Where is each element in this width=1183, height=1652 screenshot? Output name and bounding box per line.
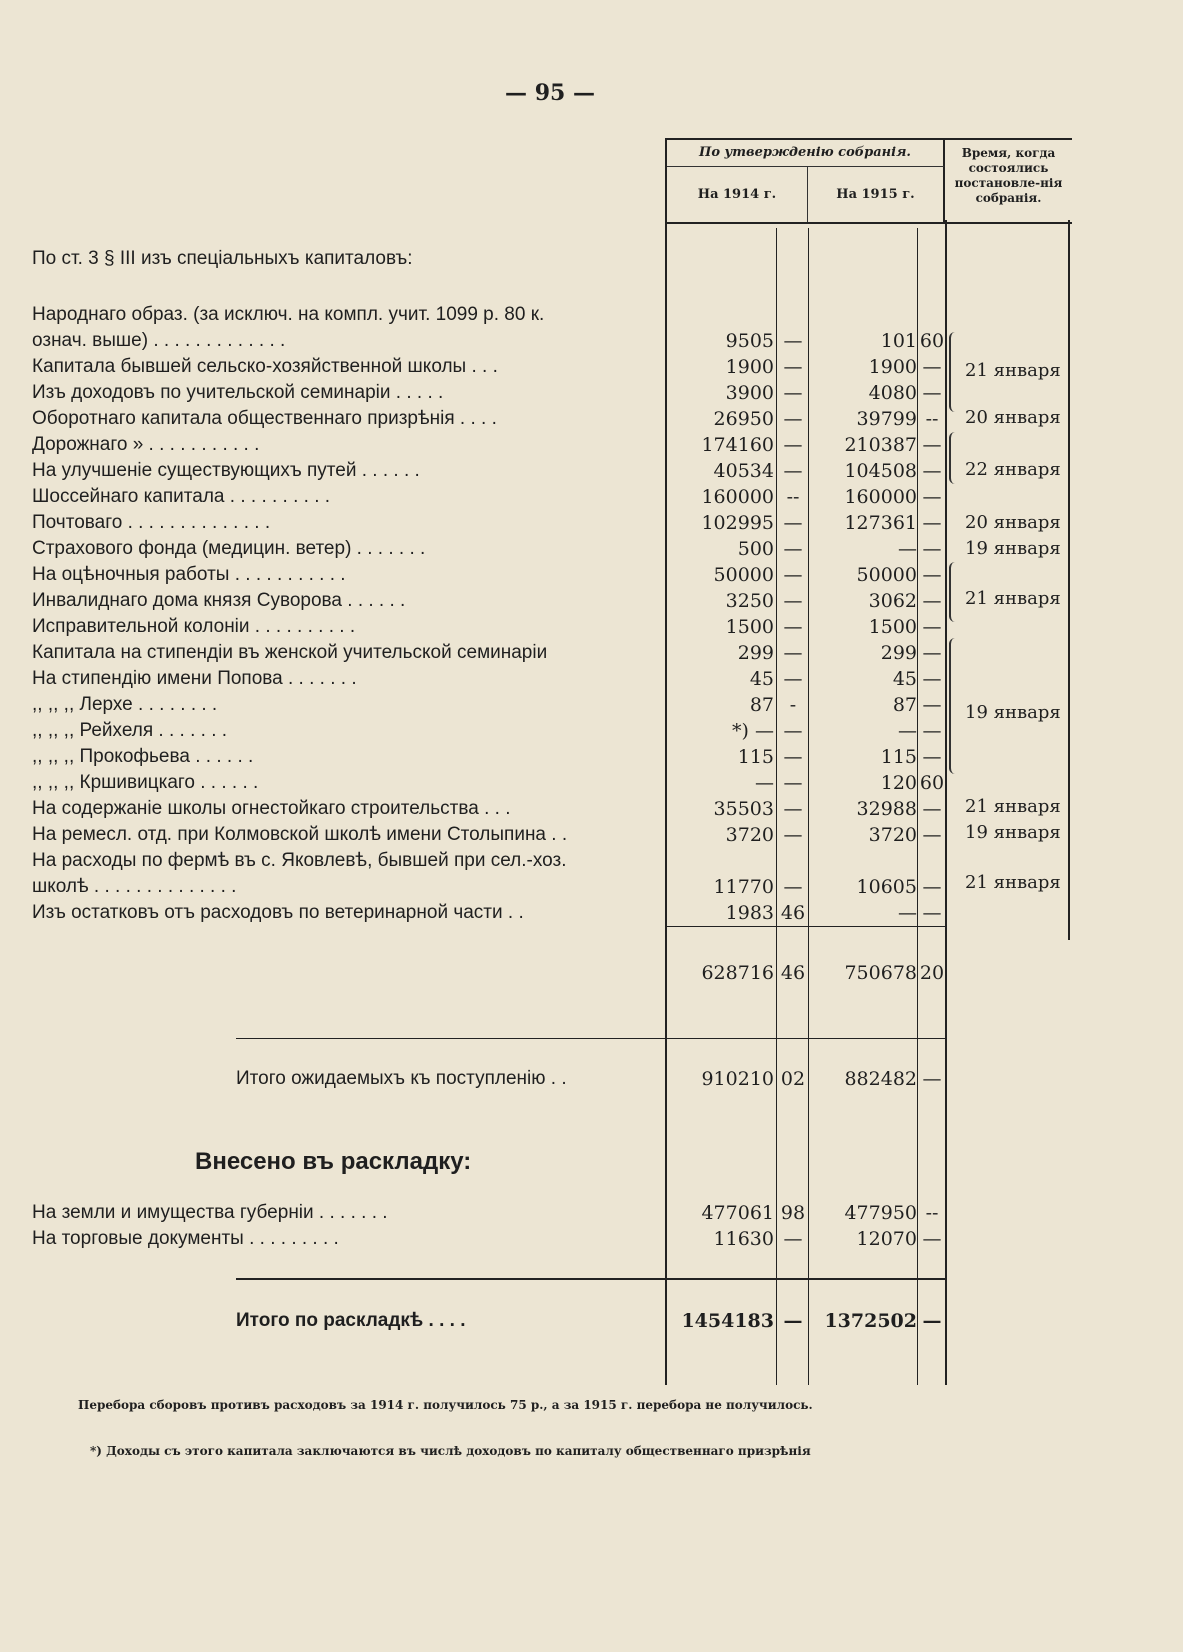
row-1914: — (755, 772, 774, 794)
raskladka-rule (236, 1278, 947, 1280)
row-label: ,, ,, ,, Прокофьева . . . . . . (32, 746, 254, 767)
row-1914-kop: 46 (780, 902, 806, 924)
row-1915-kop: — (922, 616, 942, 638)
row-label: школѣ . . . . . . . . . . . . . . (32, 876, 237, 897)
row-1915: 120 (880, 772, 917, 794)
raskladka-1914-kop: — (783, 1228, 803, 1250)
row-1915-kop: — (922, 668, 942, 690)
row-1915: 1500 (868, 616, 917, 638)
raskladka-total-label: Итого по раскладкѣ . . . . (236, 1310, 466, 1331)
row-1915-kop: — (922, 746, 942, 768)
vneseno-title: Внесено въ раскладку: (195, 1148, 472, 1175)
raskladka-label: На торговые документы . . . . . . . . . (32, 1228, 339, 1249)
row-1915: 10605 (856, 876, 917, 898)
table-row (0, 900, 1183, 926)
row-1915-kop: — (922, 876, 942, 898)
raskladka-total-1914-kop: — (783, 1310, 803, 1332)
row-1915: 104508 (844, 460, 917, 482)
section-title: По ст. 3 § III изъ спеціальныхъ капиталовъ: (32, 248, 413, 269)
row-1915: 1900 (868, 356, 917, 378)
row-1914-kop: — (783, 642, 803, 664)
expected-total-1914-kop: 02 (780, 1068, 806, 1090)
row-1915-kop: 60 (919, 772, 945, 794)
row-1914: 40534 (713, 460, 774, 482)
table-row (0, 484, 1183, 510)
row-label: Изъ остатковъ отъ расходовъ по ветеринарной части . . (32, 902, 524, 923)
table-header (665, 138, 1072, 224)
row-1914: 3900 (725, 382, 774, 404)
raskladka-total-1914: 1454183 (681, 1310, 774, 1332)
brace-mark (949, 562, 961, 622)
row-1914-kop: -- (786, 486, 800, 508)
row-label: На стипендію имени Попова . . . . . . . (32, 668, 357, 689)
table-row (0, 770, 1183, 796)
row-1914-kop: — (783, 538, 803, 560)
footnote-surplus: Перебора сборовъ противъ расходовъ за 1914 г. получилось 75 р., а за 1915 г. перебора не получилось. (78, 1398, 813, 1412)
row-1914-kop: — (783, 590, 803, 612)
row-1914: 1900 (725, 356, 774, 378)
row-1915-kop: 60 (919, 330, 945, 352)
row-1915-kop: — (922, 720, 942, 742)
raskladka-1915: 477950 (844, 1202, 917, 1224)
resolution-date: 19 января (965, 822, 1061, 843)
row-label: На содержаніе школы огнестойкаго строительства . . . (32, 798, 511, 819)
row-1915-kop: — (922, 512, 942, 534)
row-1914: 45 (749, 668, 774, 690)
row-1914-kop: — (783, 356, 803, 378)
expected-total-1915: 882482 (844, 1068, 917, 1090)
row-1914: 160000 (701, 486, 774, 508)
row-1915: 127361 (844, 512, 917, 534)
row-1915-kop: — (922, 824, 942, 846)
row-1915: 50000 (856, 564, 917, 586)
resolution-date: 21 января (965, 872, 1061, 893)
resolution-date: 22 января (965, 459, 1061, 480)
row-label: На улучшеніе существующихъ путей . . . . . . (32, 460, 420, 481)
subtotal-rule (665, 926, 947, 927)
row-1915-kop: — (922, 538, 942, 560)
row-1915-kop: — (922, 694, 942, 716)
row-label: ,, ,, ,, Рейхеля . . . . . . . (32, 720, 228, 741)
row-1915: 101 (880, 330, 917, 352)
row-1914: 35503 (713, 798, 774, 820)
row-1914-kop: — (783, 720, 803, 742)
row-label: Дорожнаго » . . . . . . . . . . . (32, 434, 260, 455)
resolution-date: 20 января (965, 407, 1061, 428)
header-col-1914: На 1914 г. (667, 167, 808, 222)
raskladka-1915-kop: -- (925, 1202, 939, 1224)
footnote-asterisk: *) Доходы съ этого капитала заключаются въ числѣ доходовъ по капиталу общественнаго призрѣнія (90, 1444, 811, 1458)
row-1915-kop: — (922, 642, 942, 664)
subtotal-1914-kop: 46 (780, 962, 806, 984)
table-row (0, 302, 1183, 328)
row-1915: 210387 (844, 434, 917, 456)
row-label: Капитала на стипендіи въ женской учительской семинаріи (32, 642, 548, 663)
row-1915-kop: — (922, 902, 942, 924)
table-row (0, 432, 1183, 458)
row-1915-kop: -- (925, 408, 939, 430)
row-1915: 87 (892, 694, 917, 716)
raskladka-row (0, 1200, 1183, 1226)
row-1914: 9505 (725, 330, 774, 352)
row-1914: 299 (737, 642, 774, 664)
raskladka-1914: 11630 (713, 1228, 774, 1250)
row-label: Изъ доходовъ по учительской семинаріи . . . . . (32, 382, 444, 403)
raskladka-1914: 477061 (701, 1202, 774, 1224)
row-1914-kop: — (783, 434, 803, 456)
row-1914: 11770 (713, 876, 774, 898)
row-1914: 26950 (713, 408, 774, 430)
row-label: На ремесл. отд. при Колмовской школѣ имени Столыпина . . (32, 824, 568, 845)
row-label: ,, ,, ,, Кршивицкаго . . . . . . (32, 772, 259, 793)
expected-total-row (0, 1066, 1183, 1092)
row-1915: 160000 (844, 486, 917, 508)
table-row (0, 640, 1183, 666)
row-1915: 3720 (868, 824, 917, 846)
row-1914: 3250 (725, 590, 774, 612)
expected-total-1915-kop: — (922, 1068, 942, 1090)
table-row (0, 562, 1183, 588)
row-1914-kop: — (783, 824, 803, 846)
table-row (0, 328, 1183, 354)
row-1914-kop: — (783, 876, 803, 898)
row-label: Капитала бывшей сельско-хозяйственной школы . . . (32, 356, 498, 377)
subtotal-1914: 628716 (701, 962, 774, 984)
row-label: Народнаго образ. (за исключ. на компл. учит. 1099 р. 80 к. (32, 304, 545, 325)
row-label: Оборотнаго капитала общественнаго призрѣнія . . . . (32, 408, 497, 429)
brace-mark (949, 638, 961, 774)
row-label: Шоссейнаго капитала . . . . . . . . . . (32, 486, 331, 507)
row-1914-kop: — (783, 408, 803, 430)
row-1914: 3720 (725, 824, 774, 846)
brace-mark (949, 332, 961, 412)
row-1914-kop: — (783, 330, 803, 352)
header-group-approval: По утвержденію собранія. (667, 140, 945, 167)
row-1914-kop: - (789, 694, 797, 716)
row-label: Исправительной колоніи . . . . . . . . . . (32, 616, 356, 637)
raskladka-row (0, 1226, 1183, 1252)
row-label: На расходы по фермѣ въ с. Яковлевѣ, бывшей при сел.-хоз. (32, 850, 567, 871)
resolution-date: 19 января (965, 538, 1061, 559)
row-1915: 299 (880, 642, 917, 664)
row-1915-kop: — (922, 798, 942, 820)
resolution-date: 21 января (965, 588, 1061, 609)
resolution-date: 21 января (965, 360, 1061, 381)
row-label: Почтоваго . . . . . . . . . . . . . . (32, 512, 271, 533)
row-label: Страхового фонда (медицин. ветер) . . . . . . . (32, 538, 426, 559)
resolution-date: 19 января (965, 702, 1061, 723)
row-1915-kop: — (922, 434, 942, 456)
expected-total-1914: 910210 (701, 1068, 774, 1090)
row-1915: 4080 (868, 382, 917, 404)
raskladka-label: На земли и имущества губерніи . . . . . . . (32, 1202, 388, 1223)
row-1915-kop: — (922, 486, 942, 508)
table-row (0, 744, 1183, 770)
page-number: — 95 — (505, 80, 595, 106)
raskladka-total-1915: 1372502 (824, 1310, 917, 1332)
row-1914-kop: — (783, 512, 803, 534)
raskladka-1915-kop: — (922, 1228, 942, 1250)
row-1915: 115 (880, 746, 917, 768)
row-1915-kop: — (922, 460, 942, 482)
row-1914-kop: — (783, 460, 803, 482)
row-1914-kop: — (783, 772, 803, 794)
header-col-1915: На 1915 г. (808, 167, 945, 222)
raskladka-1915: 12070 (856, 1228, 917, 1250)
row-1914: 87 (749, 694, 774, 716)
row-1914-kop: — (783, 668, 803, 690)
resolution-date: 20 января (965, 512, 1061, 533)
row-label: означ. выше) . . . . . . . . . . . . . (32, 330, 286, 351)
row-label: ,, ,, ,, Лерхе . . . . . . . . (32, 694, 218, 715)
row-1915: — (898, 902, 917, 924)
row-1914-kop: — (783, 616, 803, 638)
header-col-time: Время, когда состоялись постановле-нія собранія. (954, 146, 1063, 205)
subtotal-row (0, 960, 1183, 986)
table-row (0, 666, 1183, 692)
row-1914: 50000 (713, 564, 774, 586)
table-row (0, 614, 1183, 640)
raskladka-total-1915-kop: — (922, 1310, 942, 1332)
row-label: На оцѣночныя работы . . . . . . . . . . . (32, 564, 346, 585)
row-1914-kop: — (783, 382, 803, 404)
subtotal-1915-kop: 20 (919, 962, 945, 984)
row-label: Инвалиднаго дома князя Суворова . . . . . . (32, 590, 406, 611)
row-1915-kop: — (922, 356, 942, 378)
row-1914: 500 (737, 538, 774, 560)
row-1915: — (898, 720, 917, 742)
row-1915: 45 (892, 668, 917, 690)
row-1915-kop: — (922, 564, 942, 586)
subtotal-1915: 750678 (844, 962, 917, 984)
row-1915-kop: — (922, 382, 942, 404)
resolution-date: 21 января (965, 796, 1061, 817)
row-1914: 174160 (701, 434, 774, 456)
raskladka-total-row (0, 1308, 1183, 1334)
row-1914: *) — (732, 720, 774, 742)
row-1915: — (898, 538, 917, 560)
row-1914-kop: — (783, 798, 803, 820)
row-1914: 1500 (725, 616, 774, 638)
row-1914-kop: — (783, 564, 803, 586)
raskladka-1914-kop: 98 (780, 1202, 806, 1224)
row-1914: 115 (737, 746, 774, 768)
row-1914: 102995 (701, 512, 774, 534)
row-1915: 39799 (856, 408, 917, 430)
row-1915: 32988 (856, 798, 917, 820)
row-1915: 3062 (868, 590, 917, 612)
brace-mark (949, 432, 961, 484)
row-1914-kop: — (783, 746, 803, 768)
row-1914: 1983 (725, 902, 774, 924)
expected-total-label: Итого ожидаемыхъ къ поступленію . . (236, 1068, 567, 1089)
row-1915-kop: — (922, 590, 942, 612)
expected-rule (236, 1038, 947, 1039)
